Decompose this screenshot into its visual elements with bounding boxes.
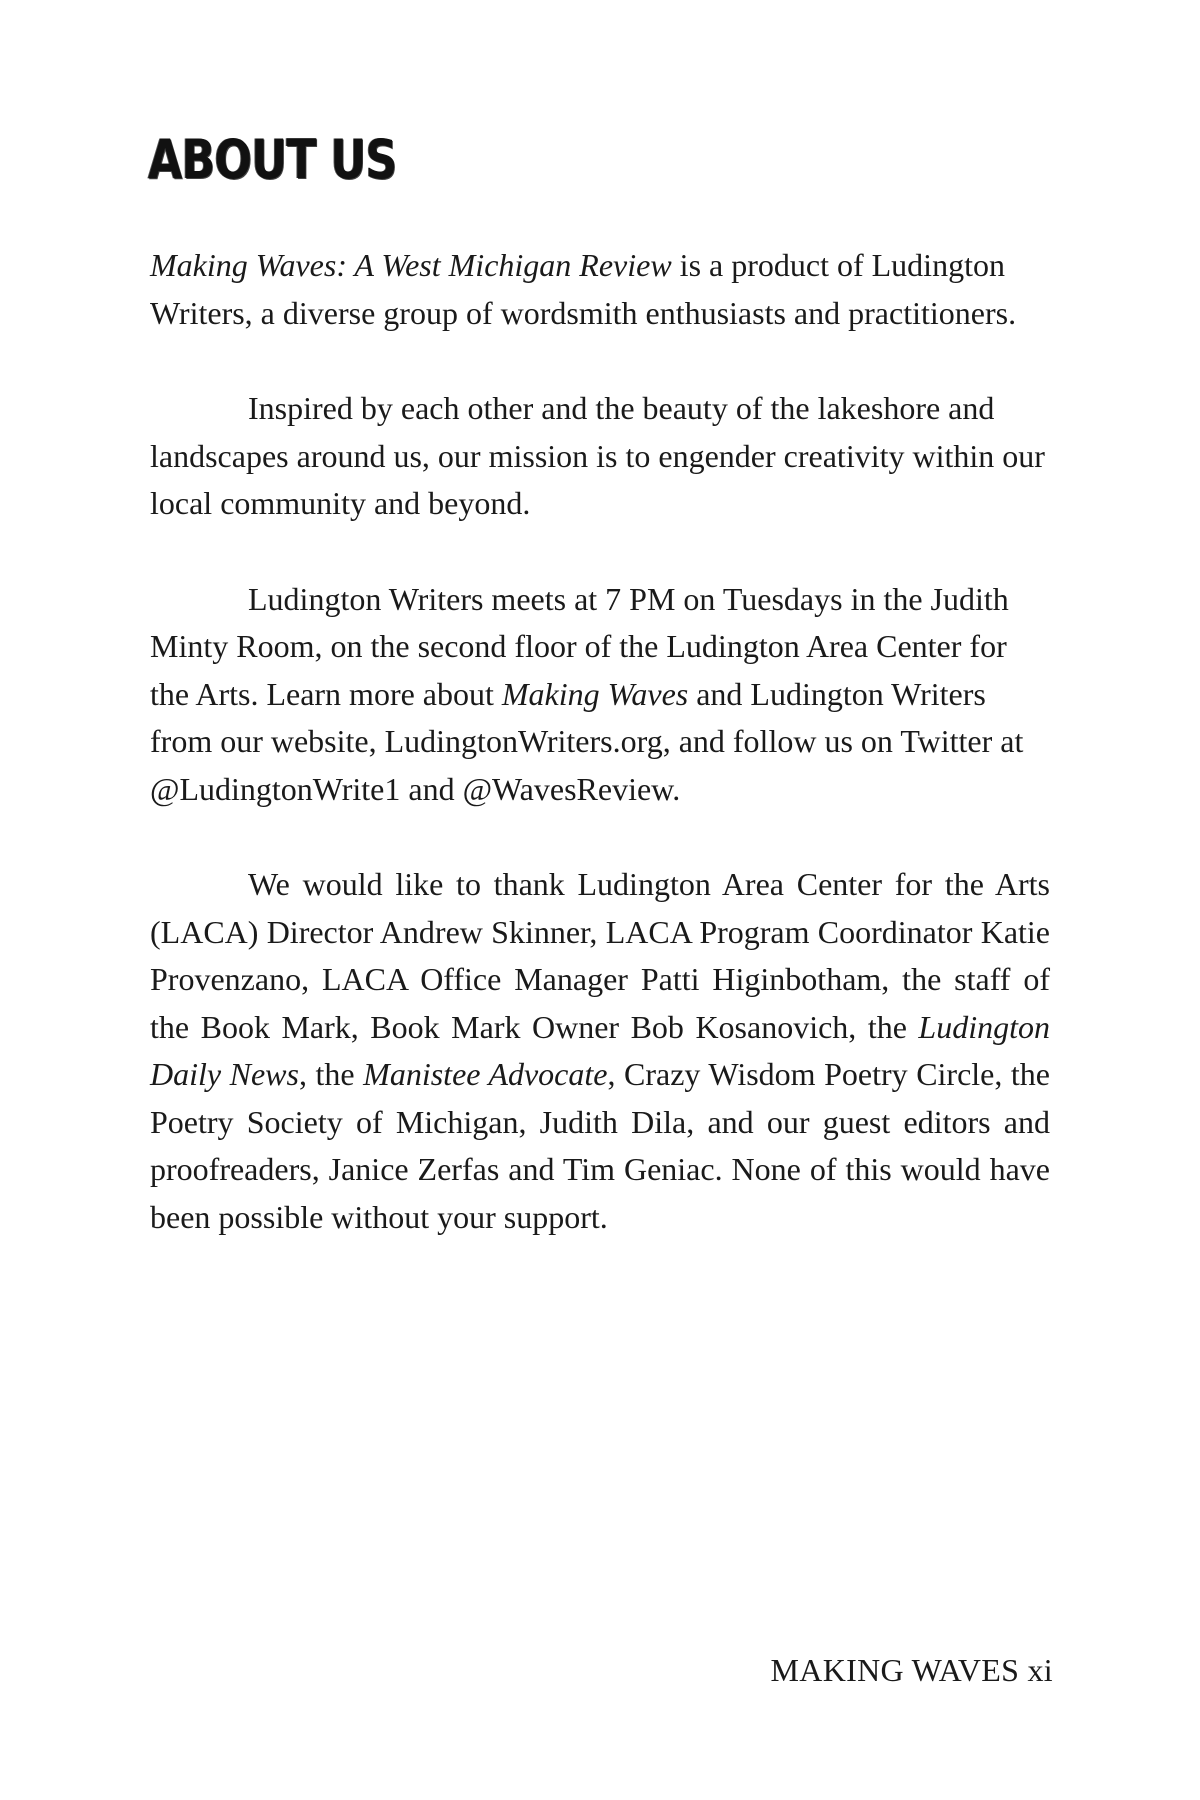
thanks-text-a: We would like to thank Ludington Area Center for the Arts (LACA) Director Andrew Skinner, LACA Program Coordinator Katie Provenzano, LACA Office Manager Patti Higinbotham, the staff of the Book Mark, Book Mark Owner Bob Kosanovich, the — [150, 866, 1050, 1045]
meetings-text-e: . — [672, 770, 681, 807]
publication-title: Making Waves: A West Michigan Review — [150, 247, 672, 283]
website-link: LudingtonWriters.org — [384, 723, 663, 759]
twitter-handle-writers: @LudingtonWrite1 — [150, 770, 401, 807]
newspaper-manistee: Manistee Advocate — [363, 1056, 608, 1092]
running-footer: MAKING WAVES xi — [770, 1652, 1053, 1688]
paragraph-intro — [150, 242, 1050, 337]
body-text — [150, 242, 1050, 1289]
thanks-text-c: , Crazy Wisdom Poetry Circle, the Poetry Society of Michigan, Judith Dila, and our guest editors and proofreaders, Janice Zerfas and Tim Geniac. None of this would have been possible without your support. — [150, 1056, 1051, 1235]
intro-text: is a product of Ludington Writers, a diverse group of wordsmith enthusiasts and practitioners. — [150, 247, 1017, 331]
publication-name: Making Waves — [501, 675, 689, 712]
paragraph-meetings — [150, 576, 1050, 814]
meetings-text-c: , and follow us on Twitter at — [662, 723, 1024, 759]
twitter-handle-review: @WavesReview — [462, 770, 673, 807]
paragraph-acknowledgements — [150, 861, 1050, 1241]
thanks-text-b: , the — [298, 1056, 364, 1092]
page-title: ABOUT US — [148, 128, 397, 191]
meetings-text-a: Ludington Writers meets at 7 PM on Tuesdays in the Judith Minty Room, on the second floor of the Ludington Area Center for the Arts. Learn more about — [150, 580, 1009, 712]
meetings-text-b: and Ludington Writers from our website, — [150, 675, 986, 759]
meetings-text-d: and — [400, 770, 463, 807]
paragraph-mission — [150, 385, 1050, 528]
mission-text: Inspired by each other and the beauty of the lakeshore and landscapes around us, our mission is to engender creativity within our local community and beyond. — [150, 390, 1045, 521]
newspaper-ludington: Ludington Daily News — [150, 1008, 1050, 1092]
